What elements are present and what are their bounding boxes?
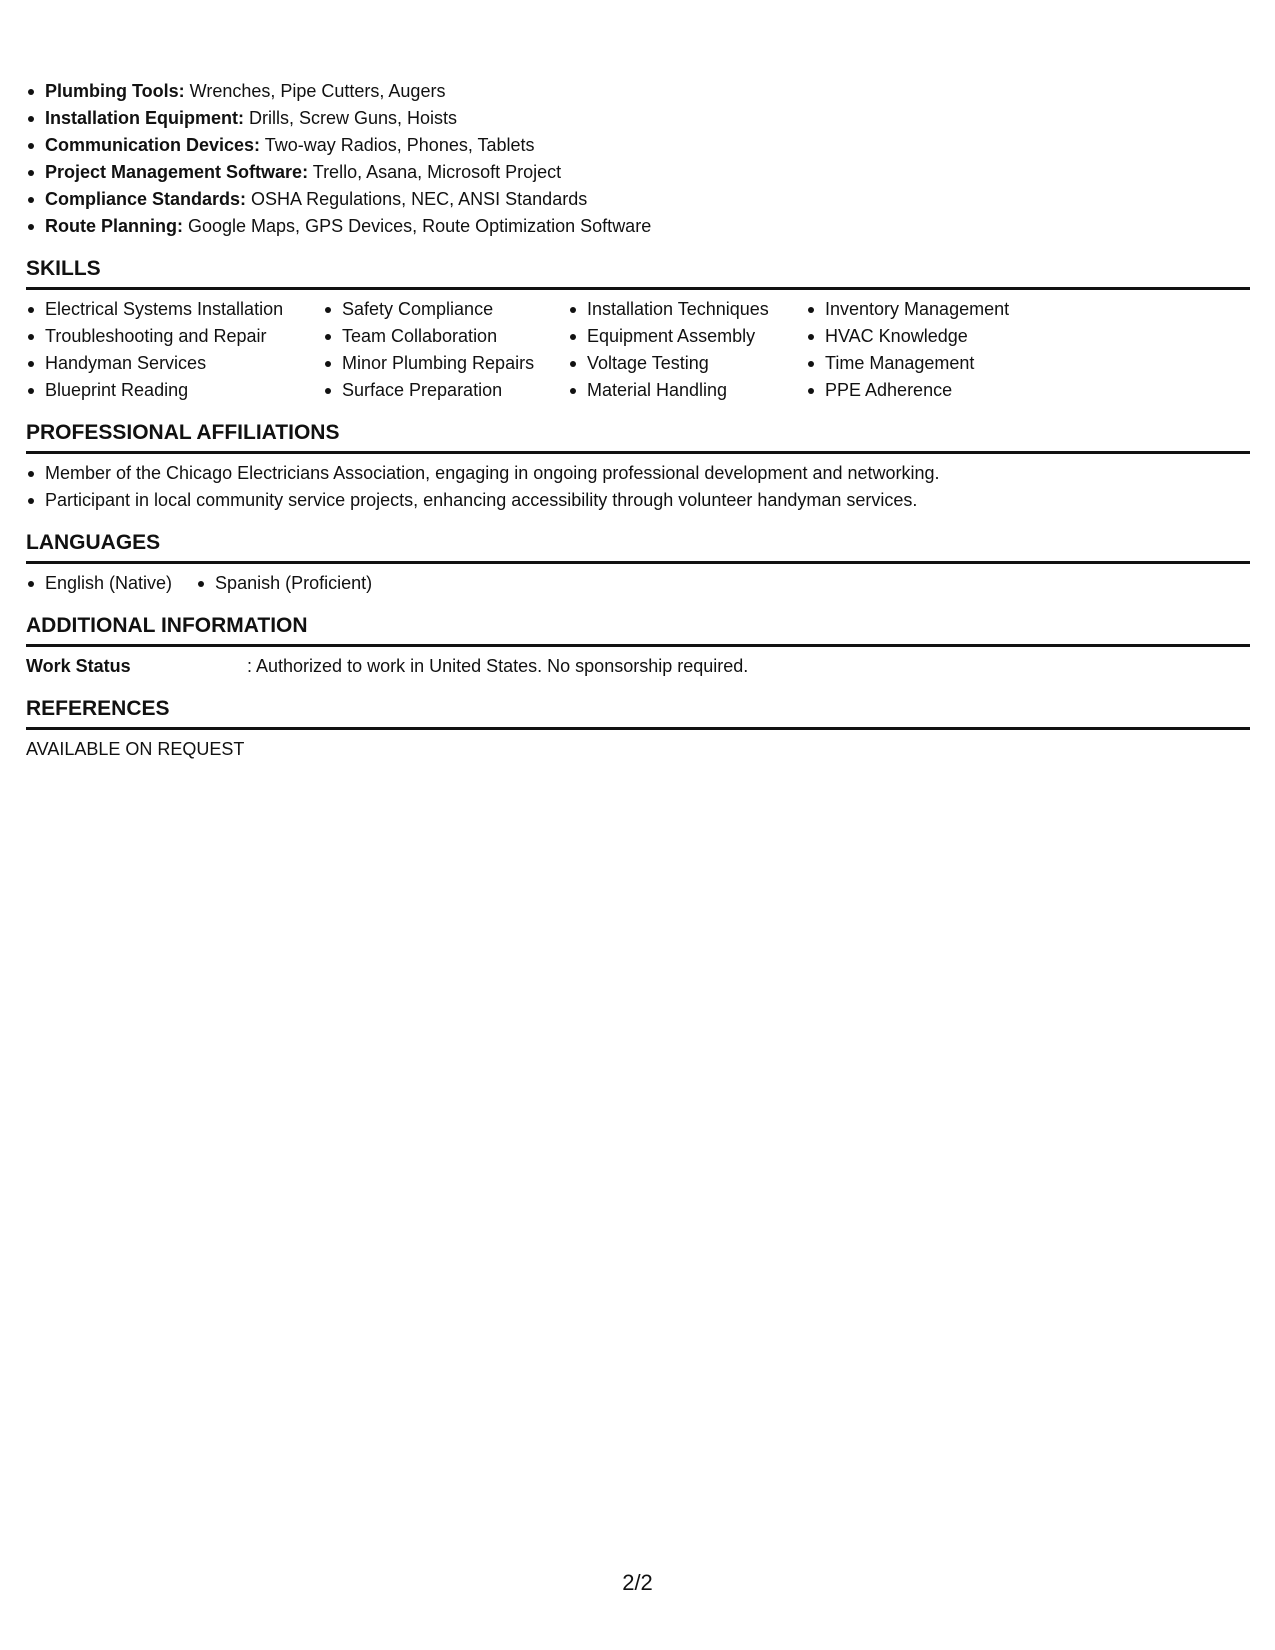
affiliation-item: Participant in local community service projects, enhancing accessibility through volunteer handyman services. (26, 487, 1250, 514)
tools-item-label: Project Management Software: (45, 162, 309, 182)
tools-item-value: Drills, Screw Guns, Hoists (244, 108, 458, 128)
skill-item: Blueprint Reading (26, 377, 323, 404)
section-heading: PROFESSIONAL AFFILIATIONS (26, 420, 1250, 454)
skill-item: Installation Techniques (568, 296, 806, 323)
resume-page (26, 78, 1250, 763)
skill-item: Minor Plumbing Repairs (323, 350, 568, 377)
work-status-row (26, 653, 1250, 680)
tools-item (26, 186, 1250, 213)
skill-item: Voltage Testing (568, 350, 806, 377)
affiliations-section (26, 420, 1250, 514)
skill-item: Equipment Assembly (568, 323, 806, 350)
language-item: English (Native) (26, 570, 172, 597)
tools-item (26, 132, 1250, 159)
skill-item: Time Management (806, 350, 1046, 377)
skills-column (568, 296, 806, 404)
affiliation-item: Member of the Chicago Electricians Association, engaging in ongoing professional development and networking. (26, 460, 1250, 487)
section-heading: SKILLS (26, 256, 1250, 290)
page-number: 2/2 (622, 1570, 653, 1595)
references-text: AVAILABLE ON REQUEST (26, 739, 245, 759)
skill-item: PPE Adherence (806, 377, 1046, 404)
work-status-value: : Authorized to work in United States. No sponsorship required. (247, 656, 749, 676)
skills-column (806, 296, 1046, 404)
skill-item: Troubleshooting and Repair (26, 323, 323, 350)
tools-item-value: Trello, Asana, Microsoft Project (308, 162, 562, 182)
tools-item-value: Google Maps, GPS Devices, Route Optimization Software (183, 216, 652, 236)
tools-item-value: Wrenches, Pipe Cutters, Augers (184, 81, 446, 101)
skill-item: Handyman Services (26, 350, 323, 377)
tools-item-label: Compliance Standards: (45, 189, 247, 209)
tools-item (26, 213, 1250, 240)
skills-column (26, 296, 323, 404)
skill-item: Team Collaboration (323, 323, 568, 350)
tools-item-value: Two-way Radios, Phones, Tablets (260, 135, 535, 155)
tools-item (26, 105, 1250, 132)
references-section (26, 696, 1250, 763)
tools-item-label: Installation Equipment: (45, 108, 245, 128)
skills-column (323, 296, 568, 404)
skill-item: HVAC Knowledge (806, 323, 1046, 350)
language-item: Spanish (Proficient) (196, 570, 372, 597)
skill-item: Inventory Management (806, 296, 1046, 323)
tools-item-label: Route Planning: (45, 216, 183, 236)
skill-item: Safety Compliance (323, 296, 568, 323)
work-status-label: Work Status (26, 656, 131, 676)
skill-item: Material Handling (568, 377, 806, 404)
section-heading: LANGUAGES (26, 530, 1250, 564)
tools-item-label: Plumbing Tools: (45, 81, 185, 101)
languages-list (26, 570, 1250, 597)
tools-item (26, 159, 1250, 186)
tools-list (26, 78, 1250, 240)
tools-item-value: OSHA Regulations, NEC, ANSI Standards (246, 189, 588, 209)
languages-section (26, 530, 1250, 597)
tools-item (26, 78, 1250, 105)
skill-item: Electrical Systems Installation (26, 296, 323, 323)
tools-item-label: Communication Devices: (45, 135, 261, 155)
section-heading: REFERENCES (26, 696, 1250, 730)
skill-item: Surface Preparation (323, 377, 568, 404)
skills-grid (26, 296, 1250, 404)
affiliations-list (26, 460, 1250, 514)
skills-section (26, 256, 1250, 404)
additional-info-section (26, 613, 1250, 680)
section-heading: ADDITIONAL INFORMATION (26, 613, 1250, 647)
